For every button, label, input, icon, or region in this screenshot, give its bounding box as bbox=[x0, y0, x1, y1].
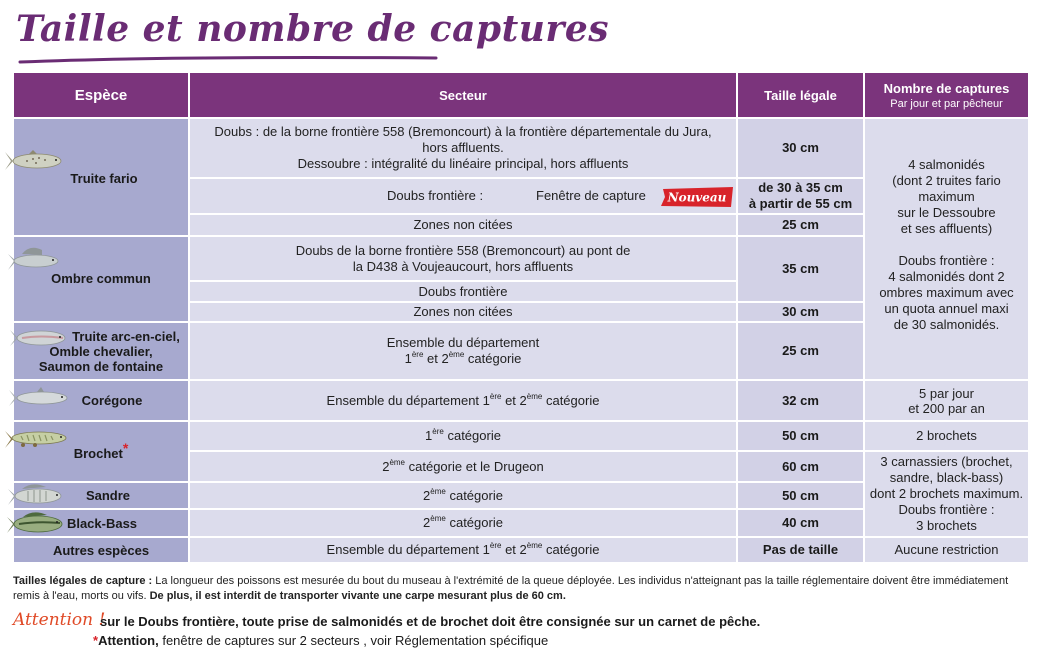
attention-heading: Attention ! bbox=[13, 610, 106, 630]
sector-truite-fario-zones: Zones non citées bbox=[190, 215, 736, 235]
sector-line: 2ème catégorie bbox=[423, 514, 503, 530]
count-brochet: 2 brochets bbox=[865, 422, 1028, 450]
species-truite-fario bbox=[14, 119, 188, 235]
note-bold: De plus, il est interdit de transporter vivante une carpe mesurant plus de 60 cm. bbox=[149, 590, 566, 602]
header-nombre bbox=[865, 73, 1028, 117]
count-line: un quota annuel maxi bbox=[884, 301, 1009, 316]
size-black-bass: 40 cm bbox=[738, 510, 863, 536]
sector-coregone bbox=[190, 381, 736, 420]
count-salmonides bbox=[865, 119, 1028, 379]
brochet-label: Brochet bbox=[73, 446, 123, 461]
count-line: 5 par jour bbox=[919, 385, 974, 401]
size-truite-fario-2 bbox=[738, 179, 863, 213]
sector-line: 1ère et 2ème catégorie bbox=[404, 350, 522, 366]
sector-ombre-doubs bbox=[190, 237, 736, 280]
brown-trout-fish-icon bbox=[3, 148, 65, 174]
size-line: à partir de 55 cm bbox=[748, 196, 853, 211]
count-autres: Aucune restriction bbox=[865, 538, 1028, 562]
star-note-text: fenêtre de captures sur 2 secteurs , voir Réglementation spécifique bbox=[162, 633, 549, 648]
count-line: 4 salmonidés dont 2 bbox=[888, 269, 1005, 284]
count-carnassiers bbox=[865, 452, 1028, 536]
count-line: sandre, black-bass) bbox=[889, 470, 1004, 485]
species-name: Corégone bbox=[81, 393, 143, 408]
sector-line: Ensemble du département bbox=[386, 335, 540, 350]
count-line: 3 carnassiers (brochet, bbox=[880, 454, 1013, 469]
count-line: sur le Dessoubre bbox=[897, 205, 996, 220]
count-coregone bbox=[865, 381, 1028, 420]
count-line: ombres maximum avec bbox=[879, 285, 1014, 300]
size-autres: Pas de taille bbox=[738, 538, 863, 562]
size-truite-fario-3: 25 cm bbox=[738, 215, 863, 235]
header-nombre-sub: Par jour et par pêcheur bbox=[890, 97, 1003, 110]
sector-line: 2ème catégorie bbox=[423, 486, 503, 503]
attention-text: sur le Doubs frontière, toute prise de salmonidés et de brochet doit être consignée sur un carnet de pêche. bbox=[100, 614, 761, 629]
species-name-line3: Saumon de fontaine bbox=[38, 358, 164, 374]
species-name: Truite fario bbox=[70, 170, 138, 186]
nouveau-badge bbox=[659, 185, 735, 209]
star-note-bold: Attention, bbox=[98, 633, 159, 648]
size-ombre-2: 30 cm bbox=[738, 303, 863, 321]
zander-fish-icon bbox=[6, 481, 66, 509]
asterisk-icon: * bbox=[122, 440, 129, 456]
sector-line: Doubs : de la borne frontière 558 (Bremoncourt) à la frontière départementale du Jura, bbox=[214, 124, 712, 139]
rainbow-trout-fish-icon bbox=[8, 326, 68, 350]
size-brochet-2: 60 cm bbox=[738, 452, 863, 481]
species-name: Autres espèces bbox=[52, 542, 150, 558]
sector-line: Ensemble du département 1ère et 2ème catégorie bbox=[326, 391, 600, 408]
size-arc-en-ciel: 25 cm bbox=[738, 323, 863, 379]
species-name bbox=[73, 440, 129, 461]
sector-line: Doubs de la borne frontière 558 (Bremoncourt) au pont de bbox=[295, 242, 631, 258]
sector-line: la D438 à Voujeaucourt, hors affluents bbox=[352, 258, 574, 274]
species-name: Black-Bass bbox=[66, 515, 138, 531]
size-sandre: 50 cm bbox=[738, 483, 863, 508]
sector-truite-fario-doubs bbox=[190, 119, 736, 177]
black-bass-fish-icon bbox=[5, 508, 67, 538]
count-line: (dont 2 truites fario bbox=[892, 173, 1001, 188]
size-truite-fario-1: 30 cm bbox=[738, 119, 863, 177]
count-line: Doubs frontière : bbox=[898, 502, 995, 517]
header-nombre-title: Nombre de captures bbox=[883, 80, 1010, 96]
count-line: Doubs frontière : bbox=[898, 253, 995, 268]
sector-line: Fenêtre de capture bbox=[536, 188, 646, 203]
sector-sandre bbox=[190, 483, 736, 508]
asterisk-icon: * bbox=[93, 633, 99, 648]
count-line: 3 brochets bbox=[916, 518, 977, 533]
species-name-line2: Omble chevalier, bbox=[49, 343, 153, 359]
sector-brochet-1ere bbox=[190, 422, 736, 450]
size-brochet-1: 50 cm bbox=[738, 422, 863, 450]
sector-line: Ensemble du département 1ère et 2ème catégorie bbox=[326, 541, 600, 557]
title-underline bbox=[18, 55, 438, 65]
count-line: dont 2 brochets maximum. bbox=[869, 486, 1024, 501]
sector-line: 2ème catégorie et le Drugeon bbox=[382, 457, 544, 474]
note-text: La longueur des poissons est mesurée du bout du museau à l'extrémité de la queue déployée. Les individus n'atteignant pas la taille réglementaire doivent être immédiatement remis à l'eau, morts ou vifs. bbox=[13, 575, 1009, 602]
sector-ombre-doubs-frontiere: Doubs frontière bbox=[190, 282, 736, 301]
sector-arc-en-ciel bbox=[190, 323, 736, 379]
sector-brochet-2eme bbox=[190, 452, 736, 481]
header-taille: Taille légale bbox=[738, 73, 863, 117]
size-ombre-1: 35 cm bbox=[738, 237, 863, 301]
note-label: Tailles légales de capture : bbox=[13, 575, 153, 587]
sector-line: Dessoubre : intégralité du linéaire principal, hors affluents bbox=[297, 156, 629, 171]
sector-truite-fario-doubs-frontiere bbox=[190, 179, 736, 213]
species-name: Ombre commun bbox=[51, 270, 151, 286]
sector-line: 1ère catégorie bbox=[425, 427, 501, 443]
header-espece: Espèce bbox=[14, 73, 188, 117]
star-note bbox=[93, 633, 548, 648]
size-line: de 30 à 35 cm bbox=[758, 180, 843, 195]
note-tailles-legales bbox=[13, 574, 1023, 604]
sector-autres bbox=[190, 538, 736, 562]
count-line: et ses affluents) bbox=[900, 221, 993, 236]
nouveau-label: Nouveau bbox=[667, 190, 727, 205]
sector-ombre-zones: Zones non citées bbox=[190, 303, 736, 321]
species-name: Sandre bbox=[85, 488, 131, 503]
count-line: 4 salmonidés bbox=[908, 157, 985, 172]
grayling-fish-icon bbox=[6, 244, 62, 274]
page-title: Taille et nombre de captures bbox=[16, 8, 610, 50]
species-autres bbox=[14, 538, 188, 562]
size-coregone: 32 cm bbox=[738, 381, 863, 420]
header-secteur: Secteur bbox=[190, 73, 736, 117]
count-line: et 200 par an bbox=[908, 400, 985, 416]
pike-fish-icon bbox=[3, 426, 69, 452]
count-line: de 30 salmonidés. bbox=[893, 317, 1000, 332]
whitefish-fish-icon bbox=[7, 386, 69, 410]
sector-line: Doubs frontière : bbox=[387, 188, 484, 203]
sector-line: hors affluents. bbox=[422, 140, 504, 155]
count-line: maximum bbox=[918, 189, 975, 204]
sector-black-bass bbox=[190, 510, 736, 536]
species-name-line1: Truite arc-en-ciel, bbox=[72, 328, 180, 344]
